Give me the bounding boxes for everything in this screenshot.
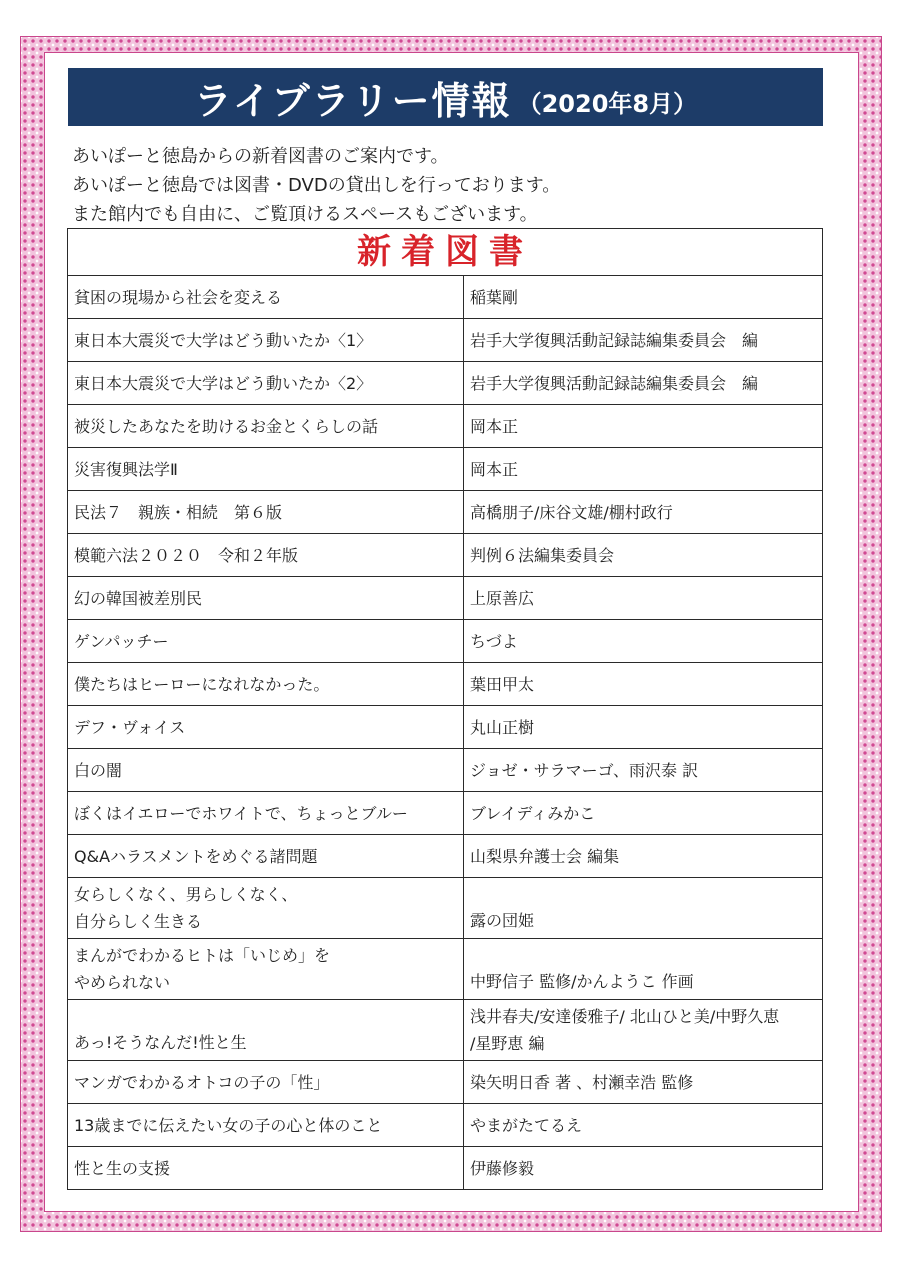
- book-author-cell: [464, 534, 823, 577]
- book-title-cell: [68, 878, 464, 939]
- table-row: [68, 878, 823, 939]
- book-author: 伊藤修毅: [470, 1158, 535, 1178]
- book-title-cell: [68, 620, 464, 663]
- book-title-cell: [68, 276, 464, 319]
- book-title: ゲンパッチー: [74, 631, 169, 651]
- intro-text: [72, 142, 832, 229]
- book-author-cell: [464, 706, 823, 749]
- book-author-cell: [464, 577, 823, 620]
- page-date: （2020年8月）: [517, 89, 698, 118]
- book-title: 13歳までに伝えたい女の子の心と体のこと: [74, 1115, 383, 1135]
- title-banner: [68, 68, 823, 126]
- book-author-cell: [464, 1061, 823, 1104]
- book-author: やまがたてるえ: [470, 1115, 583, 1135]
- book-author: 山梨県弁護士会 編集: [470, 846, 620, 866]
- book-title-cell: [68, 1061, 464, 1104]
- book-author: 浅井春夫/安達倭雅子/ 北山ひと美/中野久恵: [470, 1007, 780, 1026]
- book-author: 高橋朋子/床谷文雄/棚村政行: [470, 502, 673, 522]
- book-author: 上原善広: [470, 588, 535, 608]
- book-title-cell: [68, 939, 464, 1000]
- book-author-cell: [464, 362, 823, 405]
- book-author-cell: [464, 792, 823, 835]
- book-title-cell: [68, 706, 464, 749]
- book-title: 自分らしく生きる: [74, 912, 203, 931]
- book-author-cell: [464, 1147, 823, 1190]
- table-row: [68, 405, 823, 448]
- table-row: [68, 491, 823, 534]
- book-title-cell: [68, 405, 464, 448]
- book-title-cell: [68, 835, 464, 878]
- book-title: 性と生の支援: [74, 1158, 171, 1178]
- table-row: [68, 534, 823, 577]
- table-row: [68, 362, 823, 405]
- book-title: 女らしくなく、男らしくなく、: [74, 885, 298, 904]
- table-row: [68, 319, 823, 362]
- book-title-cell: [68, 448, 464, 491]
- book-title-cell: [68, 1104, 464, 1147]
- book-title: 被災したあなたを助けるお金とくらしの話: [74, 416, 379, 436]
- book-author-cell: [464, 878, 823, 939]
- page-title: ライブラリー情報: [193, 78, 512, 123]
- book-author-cell: [464, 491, 823, 534]
- table-row: [68, 663, 823, 706]
- book-author-cell: [464, 939, 823, 1000]
- table-row: [68, 1061, 823, 1104]
- book-title-cell: [68, 491, 464, 534]
- book-author-cell: [464, 1104, 823, 1147]
- book-title-cell: [68, 362, 464, 405]
- intro-line: あいぽーと徳島からの新着図書のご案内です。: [72, 146, 449, 167]
- book-title: まんがでわかるヒトは「いじめ」を: [74, 946, 331, 965]
- book-author-cell: [464, 319, 823, 362]
- table-row: [68, 706, 823, 749]
- book-title: 僕たちはヒーローになれなかった。: [74, 674, 330, 694]
- table-row: [68, 1000, 823, 1061]
- book-title: 幻の韓国被差別民: [74, 588, 203, 608]
- table-row: [68, 1147, 823, 1190]
- book-title: 東日本大震災で大学はどう動いたか〈2〉: [74, 373, 373, 393]
- book-author: 染矢明日香 著 、村瀬幸浩 監修: [470, 1072, 694, 1092]
- table-row: [68, 620, 823, 663]
- table-row: [68, 1104, 823, 1147]
- book-title: やめられない: [74, 973, 171, 992]
- book-title: Q&Aハラスメントをめぐる諸問題: [74, 846, 318, 866]
- book-author: ジョゼ・サラマーゴ、雨沢泰 訳: [470, 760, 699, 780]
- book-author: /星野恵 編: [470, 1034, 545, 1053]
- book-author-cell: [464, 1000, 823, 1061]
- book-title: ぼくはイエローでホワイトで、ちょっとブルー: [74, 803, 408, 823]
- new-books-table: [67, 228, 823, 1190]
- table-row: [68, 276, 823, 319]
- book-title-cell: [68, 534, 464, 577]
- book-author: 丸山正樹: [470, 717, 535, 737]
- book-author: ちづよ: [470, 631, 518, 651]
- book-title-cell: [68, 1147, 464, 1190]
- book-author: 露の団姫: [470, 911, 535, 930]
- book-title-cell: [68, 577, 464, 620]
- table-row: [68, 448, 823, 491]
- table-row: [68, 792, 823, 835]
- book-title: デフ・ヴォイス: [74, 717, 186, 737]
- book-title: 貧困の現場から社会を変える: [74, 287, 283, 307]
- book-author-cell: [464, 448, 823, 491]
- book-title-cell: [68, 749, 464, 792]
- table-row: [68, 749, 823, 792]
- book-author-cell: [464, 663, 823, 706]
- book-author-cell: [464, 620, 823, 663]
- book-author: 岡本正: [470, 459, 519, 479]
- book-author: 中野信子 監修/かんようこ 作画: [470, 972, 694, 991]
- book-title: 模範六法２０２０ 令和２年版: [74, 545, 299, 565]
- book-title-cell: [68, 319, 464, 362]
- book-author: 岡本正: [470, 416, 519, 436]
- book-title: 白の闇: [74, 760, 123, 780]
- table-row: [68, 577, 823, 620]
- table-heading: 新着図書: [68, 229, 823, 276]
- book-title: マンガでわかるオトコの子の「性」: [74, 1072, 330, 1092]
- book-title-cell: [68, 792, 464, 835]
- book-author: 判例６法編集委員会: [470, 545, 615, 565]
- book-author-cell: [464, 835, 823, 878]
- table-row: [68, 835, 823, 878]
- book-author: 岩手大学復興活動記録誌編集委員会 編: [470, 373, 759, 393]
- book-author: 岩手大学復興活動記録誌編集委員会 編: [470, 330, 759, 350]
- book-title-cell: [68, 1000, 464, 1061]
- table-row: [68, 939, 823, 1000]
- intro-line: あいぽーと徳島では図書・DVDの貸出しを行っております。: [72, 175, 561, 196]
- intro-line: また館内でも自由に、ご覧頂けるスペースもございます。: [72, 204, 538, 225]
- book-author-cell: [464, 276, 823, 319]
- book-author: 稲葉剛: [470, 287, 519, 307]
- table-heading-row: [68, 229, 823, 276]
- book-author: 葉田甲太: [470, 674, 535, 694]
- book-title: 災害復興法学Ⅱ: [74, 459, 178, 479]
- book-title: 民法７ 親族・相続 第６版: [74, 502, 283, 522]
- book-author-cell: [464, 749, 823, 792]
- book-author: ブレイディみかこ: [470, 803, 596, 823]
- book-title: あっ!そうなんだ!性と生: [74, 1033, 247, 1052]
- book-title-cell: [68, 663, 464, 706]
- book-title: 東日本大震災で大学はどう動いたか〈1〉: [74, 330, 373, 350]
- book-author-cell: [464, 405, 823, 448]
